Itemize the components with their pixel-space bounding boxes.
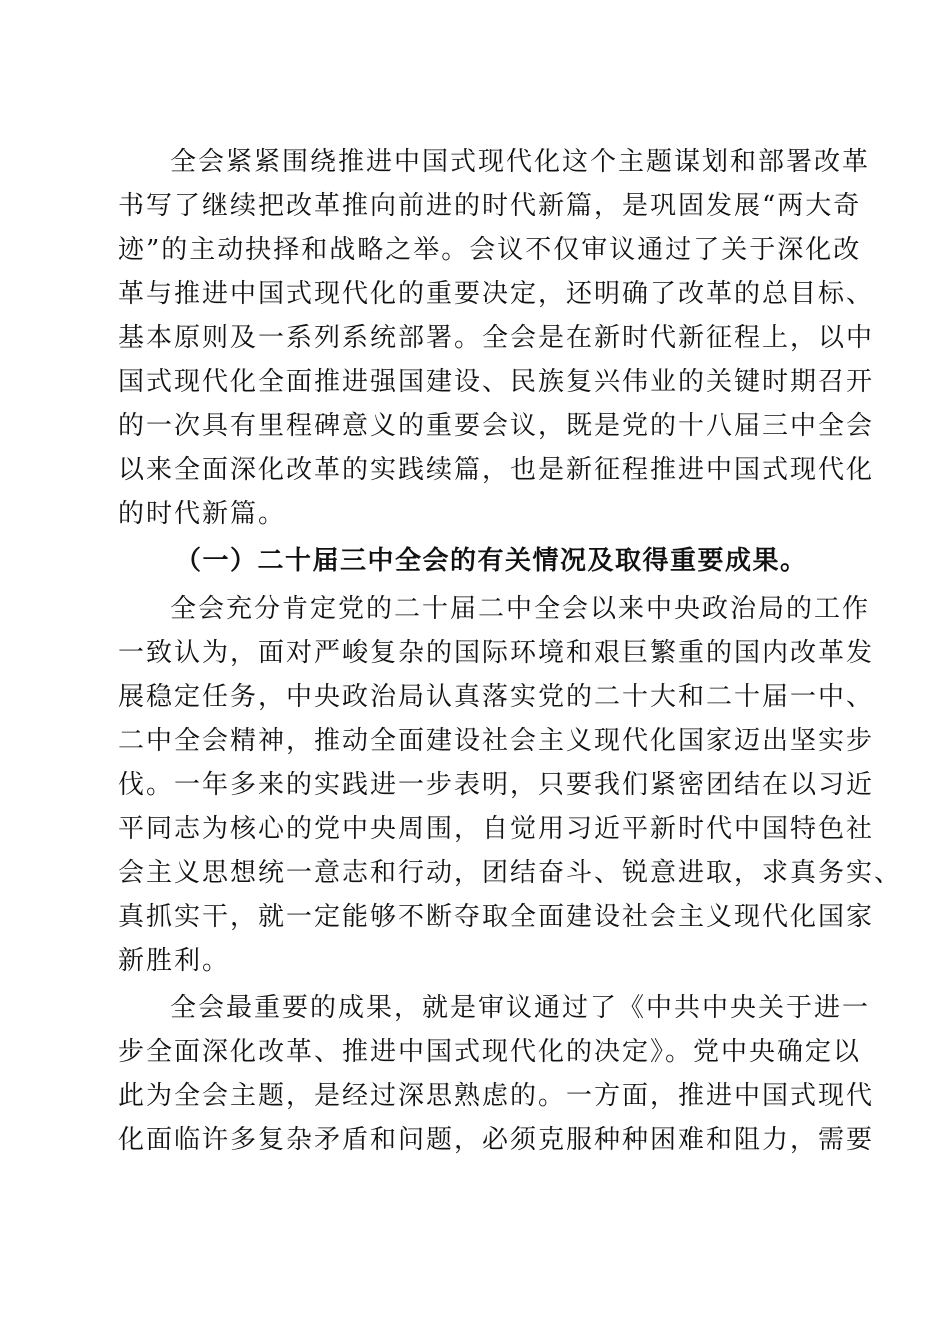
paragraph-2-line-1: 全会充分肯定党的二十届二中全会以来中央政治局的工作 bbox=[170, 594, 871, 624]
paragraph-3-line-2: 步全面深化改革、推进中国式现代化的决定》。党中央确定以 bbox=[118, 1037, 862, 1067]
paragraph-1-line-7: 的一次具有里程碑意义的重要会议，既是党的十八届三中全会 bbox=[118, 411, 875, 441]
paragraph-3-line-4: 化面临许多复杂矛盾和问题，必须克服种种困难和阻力，需要 bbox=[118, 1125, 875, 1155]
paragraph-2-line-3: 展稳定任务，中央政治局认真落实党的二十大和二十届一中、 bbox=[118, 682, 875, 712]
paragraph-3-line-3: 此为全会主题，是经过深思熟虑的。一方面，推进中国式现代 bbox=[118, 1081, 875, 1111]
paragraph-3-line-1: 全会最重要的成果，就是审议通过了《中共中央关于进一 bbox=[170, 993, 871, 1023]
paragraph-1-line-4: 革与推进中国式现代化的重要决定，还明确了改革的总目标、 bbox=[118, 279, 875, 309]
paragraph-2-line-4: 二中全会精神，推动全面建设社会主义现代化国家迈出坚实步 bbox=[118, 726, 875, 756]
paragraph-1-line-8: 以来全面深化改革的实践续篇，也是新征程推进中国式现代化 bbox=[118, 455, 875, 485]
paragraph-2-line-8: 真抓实干，就一定能够不断夺取全面建设社会主义现代化国家 bbox=[118, 902, 875, 932]
paragraph-2-line-6: 平同志为核心的党中央周围，自觉用习近平新时代中国特色社 bbox=[118, 814, 875, 844]
paragraph-1-line-1: 全会紧紧围绕推进中国式现代化这个主题谋划和部署改革 bbox=[170, 147, 871, 177]
paragraph-1-line-6: 国式现代化全面推进强国建设、民族复兴伟业的关键时期召开 bbox=[118, 367, 875, 397]
paragraph-1-line-5: 基本原则及一系列系统部署。全会是在新时代新征程上，以中 bbox=[118, 323, 875, 353]
paragraph-2-line-5: 伐。一年多来的实践进一步表明，只要我们紧密团结在以习近 bbox=[118, 770, 875, 800]
paragraph-2-line-9: 新胜利。 bbox=[118, 946, 231, 976]
paragraph-2-line-7: 会主义思想统一意志和行动，团结奋斗、锐意进取，求真务实、 bbox=[118, 858, 903, 888]
paragraph-1-line-3: 迹”的主动抉择和战略之举。会议不仅审议通过了关于深化改 bbox=[118, 235, 862, 265]
paragraph-2-line-2: 一致认为，面对严峻复杂的国际环境和艰巨繁重的国内改革发 bbox=[118, 638, 875, 668]
section-heading: （一）二十届三中全会的有关情况及取得重要成果。 bbox=[175, 546, 808, 576]
paragraph-1-line-2: 书写了继续把改革推向前进的时代新篇，是巩固发展“两大奇 bbox=[118, 191, 862, 221]
paragraph-1-line-9: 的时代新篇。 bbox=[118, 499, 287, 529]
